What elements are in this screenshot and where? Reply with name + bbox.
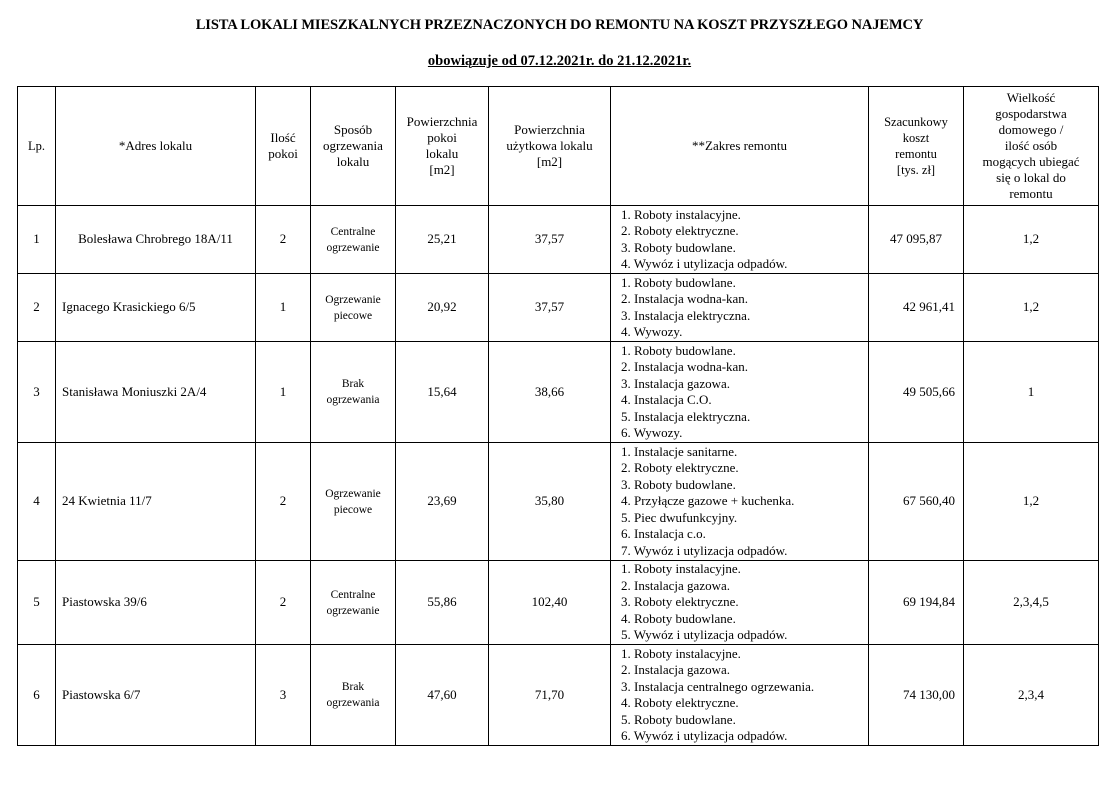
header-line: Ilość xyxy=(270,130,296,145)
cell-rooms: 2 xyxy=(256,206,311,274)
cell-rooms: 2 xyxy=(256,561,311,645)
cell-scope xyxy=(611,274,869,342)
cell-household: 1 xyxy=(964,342,1099,443)
cell-heating xyxy=(311,645,396,746)
scope-item: 3. Roboty budowlane. xyxy=(621,476,736,492)
document-title: LISTA LOKALI MIESZKALNYCH PRZEZNACZONYCH DO REMONTU NA KOSZT PRZYSZŁEGO NAJEMCY xyxy=(195,17,924,33)
cell-address: Stanisława Moniuszki 2A/4 xyxy=(56,342,256,443)
scope-item: 3. Instalacja centralnego ogrzewania. xyxy=(621,678,815,694)
cell-address: Ignacego Krasickiego 6/5 xyxy=(56,274,256,342)
scope-item: 6. Instalacja c.o. xyxy=(621,526,706,542)
cell-heating xyxy=(311,561,396,645)
header-line: Powierzchnia xyxy=(514,122,585,137)
scope-item: 2. Instalacja gazowa. xyxy=(621,662,731,677)
header-line: mogących ubiegać xyxy=(982,154,1080,169)
scope-item: 4. Przyłącze gazowe + kuchenka. xyxy=(621,493,795,509)
header-line: domowego / xyxy=(998,122,1064,137)
cell-scope xyxy=(611,342,869,443)
scope-item: 1. Roboty instalacyjne. xyxy=(621,206,741,222)
cell-room-area: 25,21 xyxy=(396,206,489,274)
heating-line: Brak xyxy=(341,681,365,693)
cell-household: 2,3,4 xyxy=(964,645,1099,746)
heating-line: ogrzewanie xyxy=(326,241,380,254)
header-line: Powierzchnia xyxy=(406,114,478,129)
header-household xyxy=(964,87,1099,206)
scope-item: 4. Wywóz i utylizacja odpadów. xyxy=(621,256,788,271)
cell-lp: 3 xyxy=(18,342,56,443)
header-line: pokoi xyxy=(268,146,298,161)
scope-item: 2. Roboty elektryczne. xyxy=(621,223,739,238)
table-row xyxy=(18,561,1099,645)
header-scope: **Zakres remontu xyxy=(611,87,869,206)
cell-scope xyxy=(611,561,869,645)
cell-household: 2,3,4,5 xyxy=(964,561,1099,645)
header-room-area xyxy=(396,87,489,206)
scope-item: 2. Instalacja wodna-kan. xyxy=(621,291,749,306)
cell-cost: 69 194,84 xyxy=(869,561,964,645)
cell-room-area: 20,92 xyxy=(396,274,489,342)
scope-item: 6. Wywóz i utylizacja odpadów. xyxy=(621,728,788,743)
heating-line: ogrzewania xyxy=(326,697,380,709)
cell-usable-area: 102,40 xyxy=(489,561,611,645)
cell-rooms: 2 xyxy=(256,443,311,561)
header-line: gospodarstwa xyxy=(995,106,1067,121)
header-lp: Lp. xyxy=(18,87,56,206)
cell-cost: 67 560,40 xyxy=(869,443,964,561)
scope-item: 4. Roboty budowlane. xyxy=(621,610,736,626)
cell-heating xyxy=(311,206,396,274)
scope-item: 1. Roboty budowlane. xyxy=(621,274,736,290)
cell-lp: 5 xyxy=(18,561,56,645)
cell-heating xyxy=(311,274,396,342)
cell-lp: 2 xyxy=(18,274,56,342)
scope-item: 2. Instalacja gazowa. xyxy=(621,577,731,593)
scope-item: 2. Roboty elektryczne. xyxy=(621,460,739,476)
header-line: ogrzewania xyxy=(323,138,383,153)
heating-line: ogrzewania xyxy=(326,394,380,406)
header-usable-area xyxy=(489,87,611,206)
scope-item: 1. Roboty budowlane. xyxy=(621,342,736,358)
cell-usable-area: 38,66 xyxy=(489,342,611,443)
cell-scope xyxy=(611,443,869,561)
scope-item: 1. Roboty instalacyjne. xyxy=(621,645,741,661)
heating-line: Centralne xyxy=(330,588,376,601)
heating-line: Brak xyxy=(341,378,365,390)
cell-lp: 4 xyxy=(18,443,56,561)
cell-household: 1,2 xyxy=(964,443,1099,561)
cell-scope xyxy=(611,645,869,746)
heating-line: ogrzewanie xyxy=(326,604,380,617)
cell-rooms: 3 xyxy=(256,645,311,746)
scope-item: 5. Roboty budowlane. xyxy=(621,711,736,727)
cell-usable-area: 71,70 xyxy=(489,645,611,746)
table-row xyxy=(18,443,1099,561)
header-line: Wielkość xyxy=(1006,90,1056,105)
heating-line: piecowe xyxy=(333,309,373,322)
cell-cost: 74 130,00 xyxy=(869,645,964,746)
cell-cost: 49 505,66 xyxy=(869,342,964,443)
table-row xyxy=(18,206,1099,274)
scope-item: 2. Instalacja wodna-kan. xyxy=(621,359,749,374)
cell-room-area: 23,69 xyxy=(396,443,489,561)
scope-item: 5. Instalacja elektryczna. xyxy=(621,408,751,424)
heating-line: piecowe xyxy=(333,503,373,516)
header-line: ilość osób xyxy=(1004,138,1058,153)
scope-item: 4. Instalacja C.O. xyxy=(621,392,712,407)
scope-item: 6. Wywozy. xyxy=(621,425,683,440)
header-rooms xyxy=(256,87,311,206)
scope-item: 3. Roboty budowlane. xyxy=(621,239,736,255)
cell-lp: 1 xyxy=(18,206,56,274)
header-line: [m2] xyxy=(536,154,563,169)
validity-period: obowiązuje od 07.12.2021r. do 21.12.2021r. xyxy=(427,53,692,69)
cell-heating xyxy=(311,443,396,561)
cell-scope xyxy=(611,206,869,274)
header-address: *Adres lokalu xyxy=(56,87,256,206)
header-heating xyxy=(311,87,396,206)
header-line: koszt xyxy=(902,131,930,145)
scope-item: 3. Instalacja gazowa. xyxy=(621,375,731,391)
cell-cost: 42 961,41 xyxy=(869,274,964,342)
scope-item: 4. Wywozy. xyxy=(621,324,683,339)
header-line: [tys. zł] xyxy=(896,163,936,177)
cell-address: Piastowska 39/6 xyxy=(56,561,256,645)
cell-address: 24 Kwietnia 11/7 xyxy=(56,443,256,561)
apartments-table xyxy=(17,86,1099,746)
cell-rooms: 1 xyxy=(256,274,311,342)
header-line: lokalu xyxy=(425,146,459,161)
scope-item: 7. Wywóz i utylizacja odpadów. xyxy=(621,542,788,558)
header-line: remontu xyxy=(895,147,937,161)
heating-line: Centralne xyxy=(330,225,376,238)
header-line: remontu xyxy=(1009,186,1053,201)
scope-item: 4. Roboty elektryczne. xyxy=(621,695,739,710)
table-row xyxy=(18,274,1099,342)
cell-lp: 6 xyxy=(18,645,56,746)
cell-household: 1,2 xyxy=(964,274,1099,342)
cell-address: Bolesława Chrobrego 18A/11 xyxy=(56,206,256,274)
cell-usable-area: 37,57 xyxy=(489,206,611,274)
header-line: pokoi xyxy=(427,130,457,145)
heating-line: Ogrzewanie xyxy=(325,487,381,500)
header-line: się o lokal do xyxy=(996,170,1066,185)
cell-heating xyxy=(311,342,396,443)
table-body xyxy=(18,206,1099,746)
scope-item: 3. Instalacja elektryczna. xyxy=(621,307,751,323)
cell-room-area: 55,86 xyxy=(396,561,489,645)
header-line: Sposób xyxy=(333,122,373,137)
table-row xyxy=(18,645,1099,746)
header-line: użytkowa lokalu xyxy=(506,138,593,153)
scope-item: 3. Roboty elektryczne. xyxy=(621,594,739,610)
cell-room-area: 47,60 xyxy=(396,645,489,746)
header-line: lokalu xyxy=(336,154,370,169)
cell-room-area: 15,64 xyxy=(396,342,489,443)
cell-household: 1,2 xyxy=(964,206,1099,274)
scope-item: 1. Roboty instalacyjne. xyxy=(621,561,741,577)
scope-item: 5. Piec dwufunkcyjny. xyxy=(621,509,738,525)
cell-usable-area: 37,57 xyxy=(489,274,611,342)
scope-item: 1. Instalacje sanitarne. xyxy=(621,443,738,459)
cell-cost: 47 095,87 xyxy=(869,206,964,274)
table-row xyxy=(18,342,1099,443)
table-header-row xyxy=(18,87,1099,206)
cell-address: Piastowska 6/7 xyxy=(56,645,256,746)
header-line: [m2] xyxy=(429,162,455,177)
header-line: Szacunkowy xyxy=(884,115,948,129)
cell-rooms: 1 xyxy=(256,342,311,443)
header-cost xyxy=(869,87,964,206)
cell-usable-area: 35,80 xyxy=(489,443,611,561)
heating-line: Ogrzewanie xyxy=(325,293,381,306)
scope-item: 5. Wywóz i utylizacja odpadów. xyxy=(621,627,788,643)
